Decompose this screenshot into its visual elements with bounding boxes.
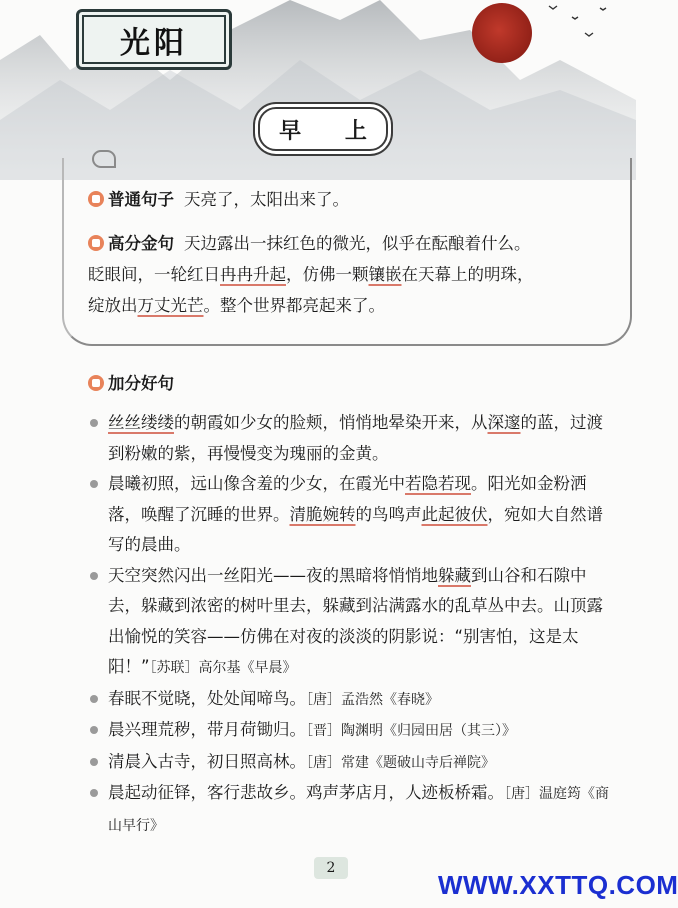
source-citation: ［唐］常建《题破山寺后禅院》 bbox=[306, 754, 495, 771]
high-label: 高分金句 bbox=[108, 234, 174, 253]
item-text: ，宛如大自然谱写的晨曲。 bbox=[108, 504, 603, 554]
list-item bbox=[90, 561, 610, 684]
badge-icon bbox=[88, 191, 104, 207]
item-text: 春眠不觉晓，处处闻啼鸟。 bbox=[108, 688, 306, 708]
normal-text: 天亮了，太阳出来了。 bbox=[184, 190, 349, 209]
underlined-phrase: 冉冉升起 bbox=[220, 265, 286, 284]
list-item bbox=[90, 715, 610, 747]
bonus-heading bbox=[88, 368, 184, 399]
badge-icon bbox=[88, 235, 104, 251]
underlined-phrase: 若隐若现 bbox=[405, 474, 471, 493]
item-text: 的鸟鸣声 bbox=[355, 504, 422, 524]
sentence-list bbox=[90, 408, 610, 841]
list-item bbox=[90, 408, 610, 469]
list-item bbox=[90, 469, 610, 561]
underlined-phrase: 清脆婉转 bbox=[289, 504, 356, 524]
item-text: 到山谷和石隙中去，躲藏到浓密的树叶里去，躲藏到沾满露水的乱草丛中去。山顶露出愉悦的笑容——仿佛在对夜的淡淡的阴影说：“别害怕，这是太阳！” bbox=[108, 565, 603, 676]
sun-icon bbox=[472, 3, 532, 63]
high-text: ，仿佛一颗 bbox=[286, 265, 369, 284]
underlined-phrase: 丝丝缕缕 bbox=[108, 413, 174, 432]
watermark: WWW.XXTTQ.COM bbox=[438, 870, 678, 900]
bonus-label: 加分好句 bbox=[108, 374, 174, 393]
underlined-phrase: 躲藏 bbox=[438, 565, 471, 585]
source-citation: ［唐］孟浩然《春晓》 bbox=[306, 691, 439, 708]
list-item bbox=[90, 747, 610, 779]
source-citation: ［苏联］高尔基《早晨》 bbox=[149, 660, 297, 676]
source-citation: ［晋］陶渊明《归园田居（其三）》 bbox=[306, 723, 516, 739]
normal-label: 普通句子 bbox=[108, 190, 174, 209]
high-text: 。整个世界都亮起来了。 bbox=[203, 296, 385, 315]
item-text: 。阳光如金粉洒落，唤醒了沉睡的世界。 bbox=[108, 474, 587, 524]
high-text: 在天幕上的明珠， bbox=[401, 265, 534, 284]
high-text: 天边露出一抹红色的微光，似乎在酝酿着什么。 bbox=[184, 234, 531, 253]
badge-icon bbox=[88, 375, 104, 391]
list-item bbox=[90, 684, 610, 716]
underlined-phrase: 深邃 bbox=[487, 413, 521, 432]
list-item bbox=[90, 778, 610, 841]
underlined-phrase: 镶嵌 bbox=[368, 265, 402, 284]
high-text: 眨眼间，一轮红日 bbox=[88, 265, 220, 284]
item-text: 晨曦初照，远山像含羞的少女，在霞光中 bbox=[108, 474, 405, 493]
source-citation: ［唐］温庭筠《商山早行》 bbox=[108, 786, 609, 834]
item-text: 天空突然闪出一丝阳光——夜的黑暗将悄悄地 bbox=[108, 565, 438, 585]
normal-sentence bbox=[88, 184, 349, 215]
item-text: 晨起动征铎，客行悲故乡。鸡声茅店月，人迹板桥霜。 bbox=[108, 783, 504, 802]
underlined-phrase: 此起彼伏 bbox=[421, 504, 488, 524]
item-text: 的朝霞如少女的脸颊，悄悄地晕染开来，从 bbox=[174, 413, 488, 432]
underlined-phrase: 万丈光芒 bbox=[137, 296, 204, 315]
section-title: 早 上 bbox=[258, 107, 388, 151]
page-title: 光阳 bbox=[76, 9, 232, 70]
page-number: 2 bbox=[314, 857, 348, 879]
item-text: 晨兴理荒秽，带月荷锄归。 bbox=[108, 720, 306, 739]
high-text: 绽放出 bbox=[88, 296, 138, 315]
item-text: 清晨入古寺，初日照高林。 bbox=[108, 751, 306, 771]
item-text: 的蓝，过渡到粉嫩的紫，再慢慢变为瑰丽的金黄。 bbox=[108, 413, 603, 463]
high-sentence bbox=[88, 228, 608, 321]
